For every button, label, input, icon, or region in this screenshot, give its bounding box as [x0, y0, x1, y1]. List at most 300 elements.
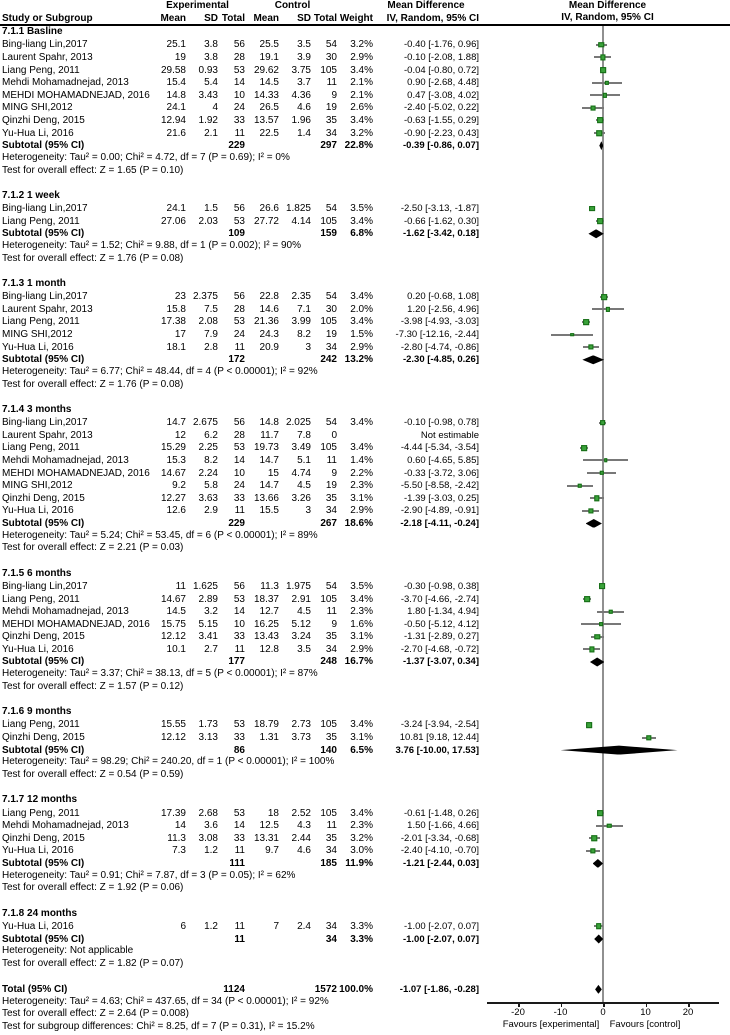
- ctrl-total: 35: [325, 492, 337, 504]
- ctrl-sd: 2.73: [291, 719, 311, 731]
- study-row: [0, 429, 730, 442]
- exp-total: 11: [234, 920, 245, 932]
- ctrl-mean: 15: [267, 467, 279, 479]
- weight: 3.4%: [350, 316, 373, 328]
- exp-total: 14: [233, 454, 245, 466]
- exp-total: 1124: [223, 983, 245, 995]
- subtotal-row: [0, 656, 730, 669]
- ctrl-mean: 16.25: [253, 618, 279, 630]
- ctrl-mean: 13.57: [253, 114, 279, 126]
- mean-difference-column-header: Mean Difference: [387, 0, 465, 11]
- plot-mean-difference-header: Mean Difference: [568, 0, 647, 11]
- ci-text: -1.21 [-2.44, 0.03]: [402, 857, 479, 869]
- ci-text: -1.07 [-1.86, -0.28]: [399, 983, 479, 995]
- effect-point-marker: [599, 42, 605, 48]
- study-name: Yu-Hua Li, 2016: [2, 341, 74, 353]
- exp-sd: 2.03: [198, 215, 218, 227]
- exp-total: 28: [233, 303, 245, 315]
- weight: 16.7%: [344, 656, 373, 668]
- ci-text: 1.80 [-1.34, 4.94]: [407, 606, 479, 618]
- plot-cell: [485, 316, 730, 329]
- pooled-diamond: [595, 985, 602, 994]
- exp-mean: 14.67: [160, 467, 186, 479]
- exp-mean: 7.3: [172, 845, 186, 857]
- study-name: Liang Peng, 2011: [2, 719, 80, 731]
- weight: 2.3%: [350, 820, 373, 832]
- effect-point-marker: [600, 55, 605, 60]
- exp-sd: 3.63: [198, 492, 218, 504]
- exp-sd: 0.93: [198, 64, 218, 76]
- study-name: Bing-liang Lin,2017: [2, 417, 88, 429]
- pooled-diamond: [582, 355, 604, 364]
- exp-total: 53: [233, 215, 245, 227]
- ctrl-total: 35: [325, 832, 337, 844]
- ctrl-sd: 3.5: [297, 39, 311, 51]
- spacer-row: [0, 971, 730, 984]
- study-name: Yu-Hua Li, 2016: [2, 920, 74, 932]
- pooled-diamond: [561, 746, 678, 755]
- plot-cell: [485, 983, 730, 996]
- exp-total: 11: [234, 933, 245, 945]
- plot-cell: [485, 429, 730, 442]
- overall-effect-note: Test for overall effect: Z = 1.82 (P = 0.07): [2, 957, 184, 969]
- weight: 3.4%: [350, 442, 373, 454]
- exp-total: 24: [233, 102, 245, 114]
- ctrl-total: 159: [320, 228, 337, 240]
- study-row: [0, 479, 730, 492]
- exp-mean: 12: [174, 429, 186, 441]
- effect-point-marker: [599, 471, 603, 475]
- exp-total: 14: [233, 77, 245, 89]
- ci-text: -1.39 [-3.03, 0.25]: [404, 492, 479, 504]
- study-row: [0, 102, 730, 115]
- exp-sd: 7.9: [204, 329, 218, 341]
- effect-point-marker: [600, 67, 606, 73]
- ctrl-sd: 3: [305, 505, 311, 517]
- study-name: Mehdi Mohamadnejad, 2013: [2, 454, 129, 466]
- section-header-row: 7.1.5 6 months: [2, 567, 72, 579]
- exp-mean: 18.1: [166, 341, 186, 353]
- study-row: [0, 215, 730, 228]
- plot-cell: [485, 303, 730, 316]
- plot-cell: [485, 845, 730, 858]
- spacer-row: [0, 782, 730, 795]
- study-row: [0, 64, 730, 77]
- study-name: Bing-liang Lin,2017: [2, 580, 88, 592]
- ctrl-mean: 19.73: [253, 442, 279, 454]
- ctrl-mean-header: Mean: [253, 12, 279, 24]
- section-header-row: 7.1.1 Basline: [2, 26, 63, 37]
- exp-sd: 2.68: [198, 807, 218, 819]
- effect-point-marker: [589, 206, 595, 212]
- ci-text: -0.30 [-0.98, 0.38]: [404, 580, 479, 592]
- ci-text: -1.00 [-2.07, 0.07]: [404, 920, 479, 932]
- plot-cell: [485, 819, 730, 832]
- plot-cell: [485, 76, 730, 89]
- exp-total: 53: [233, 593, 245, 605]
- ci-text: -0.61 [-1.48, 0.26]: [404, 807, 479, 819]
- subtotal-row: [0, 744, 730, 757]
- weight: 13.2%: [344, 354, 373, 366]
- study-row: [0, 39, 730, 52]
- ctrl-total: 105: [320, 316, 337, 328]
- ctrl-mean: 14.8: [259, 417, 279, 429]
- plot-cell: [485, 933, 730, 946]
- ci-text: -0.33 [-3.72, 3.06]: [404, 467, 479, 479]
- heterogeneity-note: Heterogeneity: Tau² = 5.24; Chi² = 53.45, df = 6 (P < 0.00001); I² = 89%: [2, 529, 318, 541]
- weight: 2.2%: [350, 467, 373, 479]
- exp-total: 11: [234, 505, 245, 517]
- subgroup-difference-note: Test for subgroup differences: Chi² = 8.25, df = 7 (P = 0.31), I² = 15.2%: [2, 1020, 315, 1032]
- effect-point-marker: [594, 496, 599, 501]
- exp-total: 14: [233, 820, 245, 832]
- ctrl-total: 242: [320, 354, 337, 366]
- weight: 3.4%: [350, 417, 373, 429]
- spacer-row: [0, 177, 730, 190]
- study-row: [0, 303, 730, 316]
- spacer-row: [0, 895, 730, 908]
- study-row: [0, 580, 730, 593]
- weight: 2.3%: [350, 606, 373, 618]
- ctrl-sd: 3.99: [291, 316, 311, 328]
- exp-total: 33: [233, 732, 245, 744]
- section-header-row: 7.1.4 3 months: [2, 403, 72, 415]
- exp-sd: 8.2: [204, 454, 218, 466]
- ctrl-sd: 7.1: [297, 303, 311, 315]
- exp-mean: 15.29: [160, 442, 186, 454]
- ctrl-sd: 2.52: [291, 807, 311, 819]
- plot-cell: [485, 517, 730, 530]
- study-name: MING SHI,2012: [2, 329, 73, 341]
- exp-total: 172: [228, 354, 245, 366]
- subtotal-row: [0, 353, 730, 366]
- study-name: Liang Peng, 2011: [2, 215, 80, 227]
- plot-cell: [485, 492, 730, 505]
- ctrl-total: 30: [325, 51, 337, 63]
- ctrl-sd: 2.91: [291, 593, 311, 605]
- pooled-diamond: [593, 859, 603, 868]
- pooled-diamond: [599, 141, 603, 150]
- exp-sd: 3.08: [198, 832, 218, 844]
- ctrl-total: 54: [325, 291, 337, 303]
- exp-mean: 15.4: [166, 77, 186, 89]
- study-name: Qinzhi Deng, 2015: [2, 114, 85, 126]
- exp-sd: 2.24: [198, 467, 218, 479]
- plot-cell: [485, 618, 730, 631]
- weight: 3.5%: [350, 580, 373, 592]
- exp-total: 109: [228, 228, 245, 240]
- study-row: [0, 492, 730, 505]
- ci-text: -0.39 [-0.86, 0.07]: [402, 140, 479, 152]
- heterogeneity-note: Heterogeneity: Not applicable: [2, 945, 134, 957]
- ci-text: -4.44 [-5.34, -3.54]: [400, 442, 479, 454]
- section-header-row: 7.1.6 9 months: [2, 706, 72, 718]
- exp-sd: 3.43: [198, 89, 218, 101]
- exp-sd: 1.2: [204, 845, 218, 857]
- study-name: MING SHI,2012: [2, 102, 73, 114]
- ctrl-total: 9: [331, 89, 337, 101]
- ctrl-mean: 21.36: [253, 316, 279, 328]
- x-axis-tick-label: 0: [600, 1007, 606, 1018]
- exp-total: 33: [233, 631, 245, 643]
- exp-mean: 12.94: [160, 114, 186, 126]
- ci-text: 0.20 [-0.68, 1.08]: [407, 291, 479, 303]
- ci-text: 0.60 [-4.65, 5.85]: [407, 454, 479, 466]
- ctrl-mean: 12.8: [259, 643, 279, 655]
- ci-text: 1.50 [-1.66, 4.66]: [407, 820, 479, 832]
- plot-cell: [485, 228, 730, 241]
- ci-text: -3.70 [-4.66, -2.74]: [400, 593, 479, 605]
- exp-total: 53: [233, 316, 245, 328]
- exp-mean: 21.6: [166, 127, 186, 139]
- study-name: Mehdi Mohamadnejad, 2013: [2, 77, 129, 89]
- plot-cell: [485, 580, 730, 593]
- exp-mean: 14.5: [166, 606, 186, 618]
- exp-sd: 2.8: [204, 341, 218, 353]
- weight: 6.5%: [350, 744, 373, 756]
- weight: 3.2%: [350, 127, 373, 139]
- ctrl-sd: 1.825: [285, 203, 311, 215]
- ctrl-total: 267: [320, 517, 337, 529]
- study-name: Laurent Spahr, 2013: [2, 51, 93, 63]
- iv-random-ci-header: IV, Random, 95% CI: [386, 12, 479, 24]
- ctrl-sd: 3.9: [297, 51, 311, 63]
- ctrl-mean: 24.3: [259, 329, 279, 341]
- exp-mean: 17: [174, 329, 186, 341]
- total-heterogeneity-note: Heterogeneity: Tau² = 4.63; Chi² = 437.65, df = 34 (P < 0.00001); I² = 92%: [2, 995, 329, 1007]
- ctrl-mean: 11.3: [260, 580, 279, 592]
- ctrl-sd: 3.73: [291, 732, 311, 744]
- plot-iv-random-ci-header: IV, Random, 95% CI: [561, 12, 654, 23]
- ctrl-total: 54: [325, 203, 337, 215]
- overall-effect-note: Test for overall effect: Z = 1.57 (P = 0.12): [2, 680, 184, 692]
- ctrl-sd: 2.35: [291, 291, 311, 303]
- ctrl-mean: 11.7: [260, 429, 279, 441]
- ci-text: -2.90 [-4.89, -0.91]: [400, 505, 479, 517]
- exp-sd: 5.4: [204, 77, 218, 89]
- study-row: [0, 202, 730, 215]
- study-row: [0, 290, 730, 303]
- exp-total: 11: [234, 845, 245, 857]
- study-name: Mehdi Mohamadnejad, 2013: [2, 606, 129, 618]
- effect-point-marker: [599, 622, 603, 626]
- study-name: Mehdi Mohamadnejad, 2013: [2, 820, 129, 832]
- ci-text: -1.00 [-2.07, 0.07]: [402, 933, 479, 945]
- ctrl-sd: 4.5: [297, 480, 311, 492]
- heterogeneity-note: Heterogeneity: Tau² = 98.29; Chi² = 240.20, df = 1 (P < 0.00001); I² = 100%: [2, 756, 335, 768]
- plot-cell: [485, 467, 730, 480]
- study-name: Laurent Spahr, 2013: [2, 429, 93, 441]
- exp-total: 10: [233, 467, 245, 479]
- exp-mean: 12.12: [160, 732, 186, 744]
- heterogeneity-note: Heterogeneity: Tau² = 1.52; Chi² = 9.88, df = 1 (P = 0.002); I² = 90%: [2, 240, 301, 252]
- effect-point-marker: [596, 130, 602, 136]
- exp-sd: 1.625: [192, 580, 218, 592]
- overall-effect-note: Test for overall effect: Z = 0.54 (P = 0.59): [2, 769, 184, 781]
- exp-mean: 6: [180, 920, 186, 932]
- ci-text: -0.10 [-2.08, 1.88]: [404, 51, 479, 63]
- ctrl-sd: 1.4: [297, 127, 311, 139]
- ci-text: -0.40 [-1.76, 0.96]: [404, 39, 479, 51]
- effect-point-marker: [583, 319, 589, 325]
- ci-text: -7.30 [-12.16, -2.44]: [395, 329, 479, 341]
- study-name: Subtotal (95% CI): [2, 744, 85, 756]
- study-row: [0, 316, 730, 329]
- study-name: Subtotal (95% CI): [2, 857, 85, 869]
- exp-mean: 14.8: [166, 89, 186, 101]
- pooled-diamond: [586, 519, 602, 528]
- study-name: Qinzhi Deng, 2015: [2, 492, 85, 504]
- plot-cell: [485, 139, 730, 152]
- ctrl-sd: 4.5: [297, 606, 311, 618]
- effect-point-marker: [604, 459, 608, 463]
- exp-total: 53: [233, 442, 245, 454]
- ctrl-mean: 9.7: [265, 845, 279, 857]
- ctrl-sd: 5.12: [291, 618, 311, 630]
- study-name: Qinzhi Deng, 2015: [2, 732, 85, 744]
- plot-cell: [485, 920, 730, 933]
- ctrl-mean: 14.5: [259, 77, 279, 89]
- ci-text: -2.40 [-4.10, -0.70]: [400, 845, 479, 857]
- study-row: [0, 127, 730, 140]
- weight: 2.1%: [350, 89, 373, 101]
- exp-mean: 14: [174, 820, 186, 832]
- exp-mean: 17.39: [160, 807, 186, 819]
- overall-effect-note: Test for overall effect: Z = 2.21 (P = 0.03): [2, 542, 184, 554]
- weight: 100.0%: [339, 983, 373, 995]
- exp-mean: 15.3: [166, 454, 186, 466]
- exp-sd: 2.7: [204, 643, 218, 655]
- weight: 3.4%: [350, 114, 373, 126]
- ci-text: -0.50 [-5.12, 4.12]: [404, 618, 479, 630]
- ctrl-sd: 4.6: [297, 102, 311, 114]
- study-row: [0, 719, 730, 732]
- heterogeneity-note: Heterogeneity: Tau² = 0.00; Chi² = 4.72, df = 7 (P = 0.69); I² = 0%: [2, 151, 290, 163]
- exp-sd: 2.375: [192, 291, 218, 303]
- weight: 3.5%: [350, 203, 373, 215]
- study-name: Liang Peng, 2011: [2, 64, 80, 76]
- exp-total-header: Total: [221, 12, 245, 24]
- effect-point-marker: [646, 735, 651, 740]
- study-name: MEHDI MOHAMADNEJAD, 2016: [2, 467, 150, 479]
- ci-text: -1.37 [-3.07, 0.34]: [402, 656, 479, 668]
- ci-text: -0.04 [-0.80, 0.72]: [404, 64, 479, 76]
- plot-cell: [485, 656, 730, 669]
- study-name: Subtotal (95% CI): [2, 517, 85, 529]
- overall-effect-note: Test for overall effect: Z = 1.76 (P = 0.08): [2, 378, 184, 390]
- ctrl-mean: 19.1: [259, 51, 279, 63]
- weight: 3.4%: [350, 593, 373, 605]
- exp-mean: 11: [175, 580, 186, 592]
- exp-total: 53: [233, 807, 245, 819]
- exp-mean: 12.27: [160, 492, 186, 504]
- weight: 3.1%: [350, 492, 373, 504]
- study-row: [0, 631, 730, 644]
- subtotal-row: [0, 139, 730, 152]
- plot-cell: [485, 89, 730, 102]
- ctrl-total: 34: [325, 920, 337, 932]
- study-row: [0, 454, 730, 467]
- weight: 3.1%: [350, 732, 373, 744]
- plot-cell: [485, 505, 730, 518]
- ctrl-mean: 20.9: [259, 341, 279, 353]
- ctrl-sd: 2.025: [285, 417, 311, 429]
- exp-sd: 3.41: [198, 631, 218, 643]
- ctrl-mean: 27.72: [253, 215, 279, 227]
- exp-mean: 9.2: [172, 480, 186, 492]
- ctrl-total: 19: [325, 480, 337, 492]
- ctrl-mean: 14.33: [253, 89, 279, 101]
- x-axis-tick-label: 20: [682, 1007, 694, 1018]
- study-name: Liang Peng, 2011: [2, 593, 80, 605]
- study-name: Yu-Hua Li, 2016: [2, 643, 74, 655]
- plot-cell: [485, 643, 730, 656]
- exp-mean: 14.7: [166, 417, 186, 429]
- exp-sd: 2.08: [198, 316, 218, 328]
- ctrl-sd: 3.7: [297, 77, 311, 89]
- ctrl-total: 1572: [314, 983, 337, 995]
- weight: 3.4%: [350, 64, 373, 76]
- section-header-row: 7.1.7 12 months: [2, 794, 78, 806]
- effect-point-marker: [589, 345, 594, 350]
- exp-total: 56: [233, 417, 245, 429]
- exp-mean: 11.3: [167, 832, 186, 844]
- exp-total: 56: [233, 291, 245, 303]
- ctrl-mean: 14.7: [259, 454, 279, 466]
- weight-header: Weight: [339, 12, 373, 24]
- ctrl-total: 34: [325, 643, 337, 655]
- ctrl-mean: 22.5: [259, 127, 279, 139]
- study-row: [0, 416, 730, 429]
- plot-cell: [485, 416, 730, 429]
- weight: 3.4%: [350, 215, 373, 227]
- exp-mean: 29.58: [160, 64, 186, 76]
- favours-left-label: Favours [experimental]: [502, 1019, 600, 1030]
- total-effect-note: Test for overall effect: Z = 2.64 (P = 0.008): [2, 1008, 189, 1020]
- study-name: Liang Peng, 2011: [2, 442, 80, 454]
- ctrl-total: 54: [325, 580, 337, 592]
- study-row: [0, 832, 730, 845]
- exp-total: 56: [233, 580, 245, 592]
- study-name: Subtotal (95% CI): [2, 140, 85, 152]
- effect-point-marker: [599, 584, 605, 590]
- effect-point-marker: [584, 596, 590, 602]
- section-header-row: 7.1.8 24 months: [2, 907, 78, 919]
- study-name: MEHDI MOHAMADNEJAD, 2016: [2, 618, 150, 630]
- plot-cell: [485, 114, 730, 127]
- plot-cell: [485, 479, 730, 492]
- study-name: MING SHI,2012: [2, 480, 73, 492]
- ctrl-total: 105: [320, 719, 337, 731]
- ctrl-total: 297: [320, 140, 337, 152]
- control-group-header: Control: [274, 0, 311, 11]
- heterogeneity-note: Heterogeneity: Tau² = 3.37; Chi² = 38.13, df = 5 (P < 0.00001); I² = 87%: [2, 668, 318, 680]
- weight: 22.8%: [344, 140, 373, 152]
- weight: 2.9%: [350, 341, 373, 353]
- plot-cell: [485, 64, 730, 77]
- ctrl-total: 30: [325, 303, 337, 315]
- study-row: [0, 505, 730, 518]
- weight: 2.9%: [350, 505, 373, 517]
- ctrl-sd: 3.26: [291, 492, 311, 504]
- plot-cell: [485, 127, 730, 140]
- ci-text: -0.10 [-0.98, 0.78]: [404, 417, 479, 429]
- study-name: Liang Peng, 2011: [2, 807, 80, 819]
- ctrl-sd: 4.3: [297, 820, 311, 832]
- ctrl-mean: 13.31: [253, 832, 279, 844]
- spacer-row: [0, 555, 730, 568]
- ctrl-mean: 12.7: [259, 606, 279, 618]
